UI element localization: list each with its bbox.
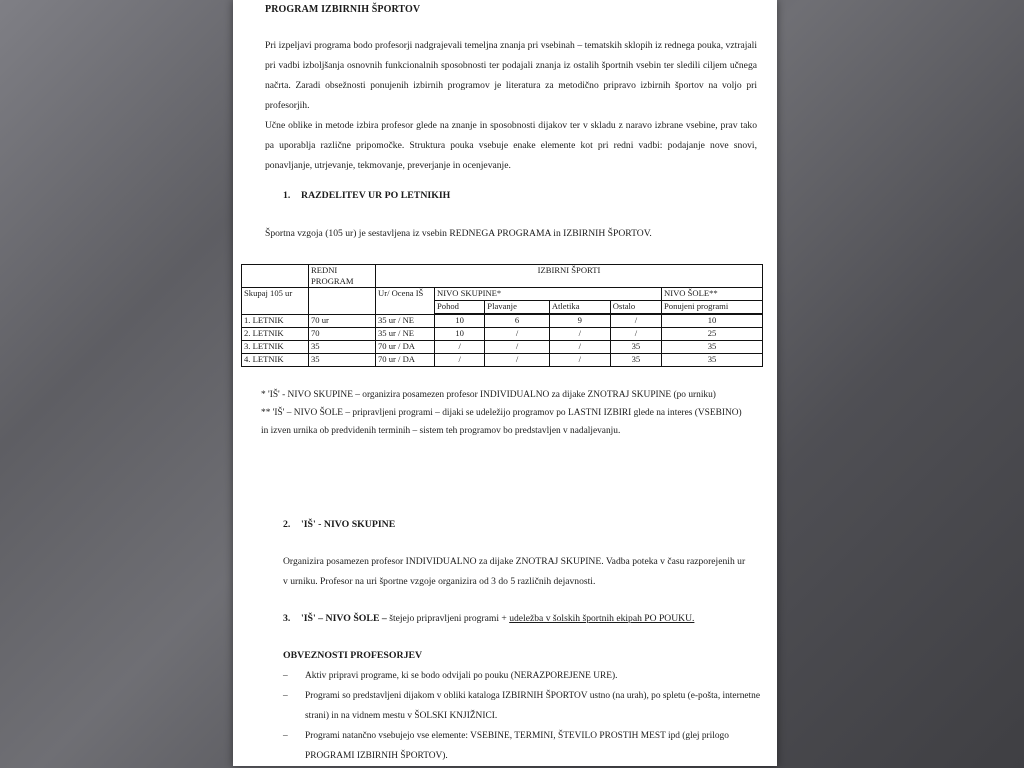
table-cell: 25	[662, 328, 763, 341]
header-izbirni-sporti: IZBIRNI ŠPORTI	[376, 265, 763, 288]
subheader-ponujeni-programi: Ponujeni programi	[662, 301, 763, 315]
section-3-number: 3.	[283, 613, 291, 624]
table-cell: /	[435, 354, 485, 367]
table-cell: 35	[309, 354, 376, 367]
subheader-ostalo: Ostalo	[610, 301, 661, 315]
table-row	[242, 314, 763, 328]
section-2-heading	[283, 515, 395, 535]
section-3-text: štejejo pripravljeni programi +	[386, 613, 510, 624]
table-cell: /	[485, 341, 550, 354]
section-2-text: Organizira posamezen profesor INDIVIDUALNO za dijake ZNOTRAJ SKUPINE. Vadba poteka v času razporejenih ur v urniku. Profesor na uri športne vzgoje organizira od 3 do 5 različnih dejavnosti.	[283, 556, 746, 587]
table-row	[242, 328, 763, 341]
table-cell: 35	[610, 341, 661, 354]
table-row	[242, 354, 763, 367]
document-title: PROGRAM IZBIRNIH ŠPORTOV	[265, 4, 421, 15]
table-cell: 35	[662, 354, 763, 367]
header-redni-program: REDNI PROGRAM	[309, 265, 376, 288]
table-cell: 35	[309, 341, 376, 354]
section-3-line	[283, 609, 694, 629]
hours-distribution-table	[241, 264, 763, 367]
section-3-underlined-text: udeležba v šolskih športnih ekipah PO POUKU.	[509, 613, 695, 624]
list-item: – Aktiv pripravi programe, ki se bodo odvijali po pouku (NERAZPOREJENE URE).	[283, 666, 767, 686]
duties-list	[283, 666, 767, 766]
table-cell: /	[610, 314, 661, 328]
section-1-number: 1.	[283, 190, 291, 201]
subheader-plavanje: Plavanje	[485, 301, 550, 315]
subheader-atletika: Atletika	[549, 301, 610, 315]
table-cell: 3. LETNIK	[242, 341, 309, 354]
section-2-number: 2.	[283, 519, 291, 530]
footnotes	[261, 386, 745, 440]
table-cell: 6	[485, 314, 550, 328]
section-1-title: RAZDELITEV UR PO LETNIKIH	[301, 190, 451, 201]
table-cell: 9	[549, 314, 610, 328]
table-header-row-1	[242, 265, 763, 288]
table-cell: 70 ur / DA	[376, 354, 435, 367]
table-cell: 35 ur / NE	[376, 314, 435, 328]
intro-section	[265, 36, 757, 176]
table-header-row-2	[242, 288, 763, 301]
table-cell: 1. LETNIK	[242, 314, 309, 328]
table-cell: 35	[662, 341, 763, 354]
list-item: – Programi natančno vsebujejo vse elemente: VSEBINE, TERMINI, ŠTEVILO PROSTIH MEST ipd (glej prilogo PROGRAMI IZBIRNIH ŠPORTOV).	[283, 726, 767, 766]
table-cell: /	[549, 341, 610, 354]
table-cell: 70	[309, 328, 376, 341]
document-page	[233, 0, 777, 766]
table-cell: 35 ur / NE	[376, 328, 435, 341]
table-cell: 35	[610, 354, 661, 367]
table-cell: /	[549, 354, 610, 367]
empty-cell	[242, 265, 309, 288]
duties-heading: OBVEZNOSTI PROFESORJEV	[283, 650, 423, 661]
table-cell: /	[549, 328, 610, 341]
table-cell: 10	[435, 314, 485, 328]
header-nivo-sole: NIVO ŠOLE**	[662, 288, 763, 301]
table-cell: 70 ur	[309, 314, 376, 328]
section-3-title: 'IŠ' – NIVO ŠOLE –	[301, 613, 387, 624]
header-skupaj: Skupaj 105 ur	[242, 288, 309, 315]
header-ur-ocena: Ur/ Ocena IŠ	[376, 288, 435, 315]
table-cell: 4. LETNIK	[242, 354, 309, 367]
table-cell: 2. LETNIK	[242, 328, 309, 341]
section-2-title: 'IŠ' - NIVO SKUPINE	[301, 519, 396, 530]
section-1-heading	[283, 186, 450, 206]
footnote-nivo-sole: ** 'IŠ' – NIVO ŠOLE – pripravljeni programi – dijaki se udeležijo programov po LASTNI IZBIRI glede na interes (VSEBINO) in izven urnika ob predvidenih terminih – sistem teh programov bo predstavljen v nadaljevanju.	[261, 408, 742, 436]
footnote-nivo-skupine: * 'IŠ' - NIVO SKUPINE – organizira posamezen profesor INDIVIDUALNO za dijake ZNOTRAJ SKUPINE (po urniku)	[261, 390, 716, 400]
table-row	[242, 341, 763, 354]
table-cell: 10	[662, 314, 763, 328]
table-cell: /	[435, 341, 485, 354]
header-nivo-skupine: NIVO SKUPINE*	[435, 288, 662, 301]
table-cell: 70 ur / DA	[376, 341, 435, 354]
table-cell: 10	[435, 328, 485, 341]
list-item: – Programi so predstavljeni dijakom v obliki kataloga IZBIRNIH ŠPORTOV ustno (na urah), po spletu (e-pošta, internetne strani) in na vidnem mestu v ŠOLSKI KNJIŽNICI.	[283, 686, 767, 726]
empty-cell	[309, 288, 376, 315]
table-cell: /	[610, 328, 661, 341]
table-cell: /	[485, 328, 550, 341]
subheader-pohod: Pohod	[435, 301, 485, 315]
intro-paragraph-1: Pri izpeljavi programa bodo profesorji nadgrajevali temeljna znanja pri vsebinah – tematskih sklopih iz rednega pouka, vztrajali pri vadbi izboljšanja osnovnih funkcionalnih sposobnosti ter podajali znanja iz ostalih športnih vsebin ter sledili ciljem učnega načrta. Zaradi obsežnosti ponujenih izbirnih programov je literatura za metodično pripravo izbirnih športov na voljo pri profesorjih.	[265, 40, 757, 111]
section-1-text: Športna vzgoja (105 ur) je sestavljena iz vsebin REDNEGA PROGRAMA in IZBIRNIH ŠPORTOV.	[265, 228, 652, 239]
intro-paragraph-2: Učne oblike in metode izbira profesor glede na znanje in sposobnosti dijakov ter v skladu z naravo izbrane vsebine, prav tako pa uporablja različne pripomočke. Struktura pouka vsebuje enake elemente kot pri redni vadbi: podajanje nove snovi, ponavljanje, utrjevanje, tekmovanje, preverjanje in ocenjevanje.	[265, 120, 757, 171]
table-cell: /	[485, 354, 550, 367]
